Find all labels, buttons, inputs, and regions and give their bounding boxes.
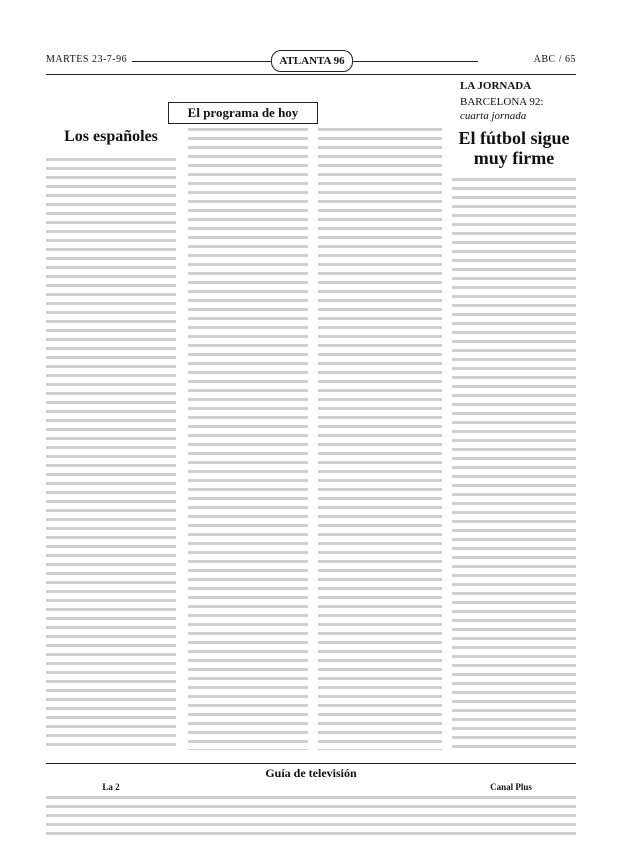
jornada-dateline: BARCELONA 92:	[460, 96, 544, 108]
espanoles-body-illegible	[46, 158, 176, 750]
jornada-kicker: LA JORNADA	[460, 80, 532, 92]
tv-column-title: La 2	[102, 782, 120, 792]
header-divider	[46, 74, 576, 75]
tv-column-title: Canal Plus	[490, 782, 532, 792]
programa-title: El programa de hoy	[168, 102, 318, 124]
section-logo: ATLANTA 96	[271, 50, 353, 72]
programa-col1-illegible	[188, 128, 308, 750]
page-header	[46, 50, 576, 72]
issue-date: MARTES 23-7-96	[46, 54, 128, 65]
jornada-subline: cuarta jornada	[460, 110, 527, 122]
tv-listings-illegible	[46, 796, 576, 840]
espanoles-title: Los españoles	[64, 128, 158, 145]
tv-divider	[46, 763, 576, 764]
jornada-title: El fútbol sigue muy firme	[458, 128, 570, 168]
tv-guide-title: Guía de televisión	[265, 766, 357, 780]
jornada-body-illegible	[452, 178, 576, 750]
page-folio: ABC / 65	[533, 54, 576, 65]
programa-col2-illegible	[318, 128, 442, 750]
